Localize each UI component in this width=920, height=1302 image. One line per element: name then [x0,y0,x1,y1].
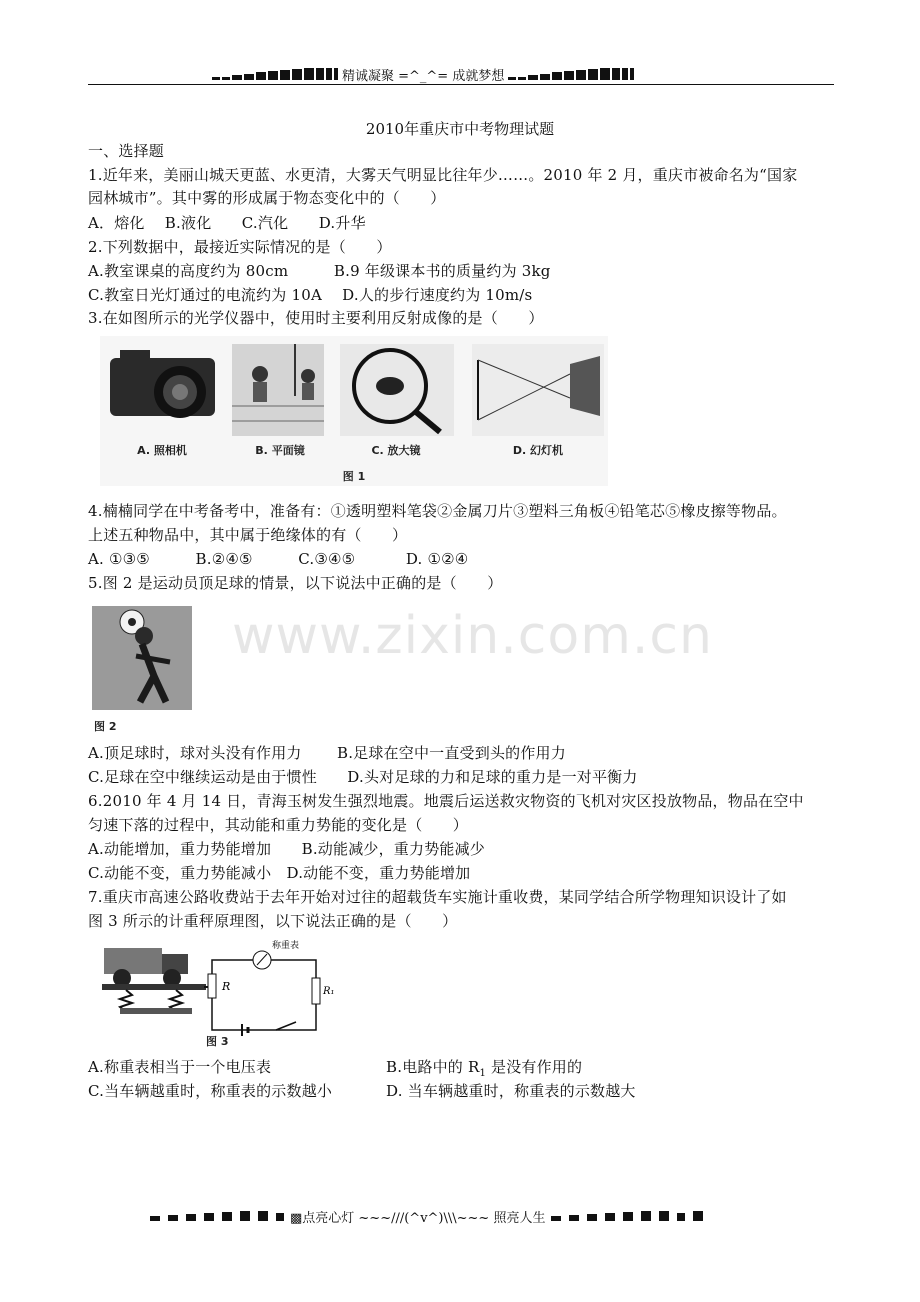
resistor-r1-label: R₁ [323,986,335,997]
question-7-line-1: 7.重庆市高速公路收费站于去年开始对过往的超载货车实施计重收费，某同学结合所学物理知识设计了如 [88,888,787,906]
scale-base [120,1008,192,1014]
q7b-text-post: 是没有作用的 [486,1058,583,1076]
question-5: 5.图 2 是运动员顶足球的情景，以下说法中正确的是（ ） [88,574,503,592]
question-7-option-b [386,1056,582,1079]
question-7-line-2: 图 3 所示的计重秤原理图，以下说法正确的是（ ） [88,912,458,930]
q7b-text-pre: B.电路中的 R [386,1058,480,1076]
resistor-r [208,974,216,998]
question-4-options: A. ①③⑤ B.②④⑤ C.③④⑤ D. ①②④ [88,550,469,568]
footer-decoration-right [551,1211,703,1221]
question-3: 3.在如图所示的光学仪器中，使用时主要利用反射成像的是（ ） [88,309,544,327]
camera-illustration [110,350,215,418]
fig1-label: 图 1 [342,470,366,483]
fig1-caption-c: C. 放大镜 [371,444,421,457]
meter-label: 称重表 [272,941,300,951]
fig1-caption-d: D. 幻灯机 [512,444,564,457]
question-5-options-ab: A.顶足球时，球对头没有作用力 B.足球在空中一直受到头的作用力 [88,744,566,762]
footer-slogan: ▩点亮心灯 ~~~///(^v^)\\\~~~ 照亮人生 [290,1210,546,1226]
question-1-line-1: 1.近年来，美丽山城天更蓝、水更清，大雾天气明显比往年少……。2010 年 2 月，重庆市被命名为“国家 [88,166,798,184]
fig3-label: 图 3 [206,1035,229,1048]
figure-3-weighing-circuit [100,934,348,1050]
resistor-r1 [312,978,320,1004]
question-2-options-cd: C.教室日光灯通过的电流约为 10A D.人的步行速度约为 10m/s [88,286,533,304]
resistor-r-label: R [222,980,231,993]
page-header [212,64,706,84]
header-rule [88,84,834,85]
header-motto: 精诚凝聚 =^_^= 成就梦想 [342,68,505,84]
header-decoration-right [508,68,634,80]
fig1-caption-b: B. 平面镜 [255,444,305,457]
header-decoration-left [212,68,338,80]
fig2-label: 图 2 [94,720,117,733]
truck-illustration [104,948,188,987]
question-6-line-1: 6.2010 年 4 月 14 日，青海玉树发生强烈地震。地震后运送救灾物资的飞机对灾区投放物品，物品在空中 [88,792,804,810]
switch-icon [276,1022,296,1030]
question-1-line-2: 园林城市”。其中雾的形成属于物态变化中的（ ） [88,189,446,207]
projector-illustration [472,344,604,436]
question-6-options-ab: A.动能增加，重力势能增加 B.动能减少，重力势能减少 [88,840,485,858]
question-7-option-c: C.当车辆越重时，称重表的示数越小 [88,1082,333,1100]
question-6-line-2: 匀速下落的过程中，其动能和重力势能的变化是（ ） [88,816,469,834]
plane-mirror-illustration [232,344,324,436]
question-4-line-1: 4.楠楠同学在中考备考中，准备有：①透明塑料笔袋②金属刀片③塑料三角板④铅笔芯⑤橡皮擦等物品。 [88,502,787,520]
question-7-option-a: A.称重表相当于一个电压表 [88,1058,272,1076]
footer-decoration-left [150,1211,284,1221]
page-footer [150,1206,703,1226]
figure-1-optical-instruments [100,336,608,486]
question-5-options-cd: C.足球在空中继续运动是由于惯性 D.头对足球的力和足球的重力是一对平衡力 [88,768,638,786]
question-1-options: A．熔化 B.液化 C.汽化 D.升华 [88,214,366,232]
question-2-options-ab: A.教室课桌的高度约为 80cm B.9 年级课本书的质量约为 3kg [88,262,551,280]
magnifier-illustration [340,344,454,436]
scale-platform [102,984,206,990]
figure-2-header-football [92,606,196,736]
fig1-caption-a: A. 照相机 [137,444,187,457]
question-2: 2.下列数据中，最接近实际情况的是（ ） [88,238,392,256]
q7b-subscript: 1 [479,1068,487,1079]
question-4-line-2: 上述五种物品中，其中属于绝缘体的有（ ） [88,526,408,544]
page-title: 2010年重庆市中考物理试题 [365,120,555,138]
watermark: www.zixin.com.cn [232,606,713,666]
question-7-option-d: D. 当车辆越重时，称重表的示数越大 [386,1082,636,1100]
section-heading: 一、选择题 [88,142,165,160]
question-6-options-cd: C.动能不变，重力势能减小 D.动能不变，重力势能增加 [88,864,471,882]
